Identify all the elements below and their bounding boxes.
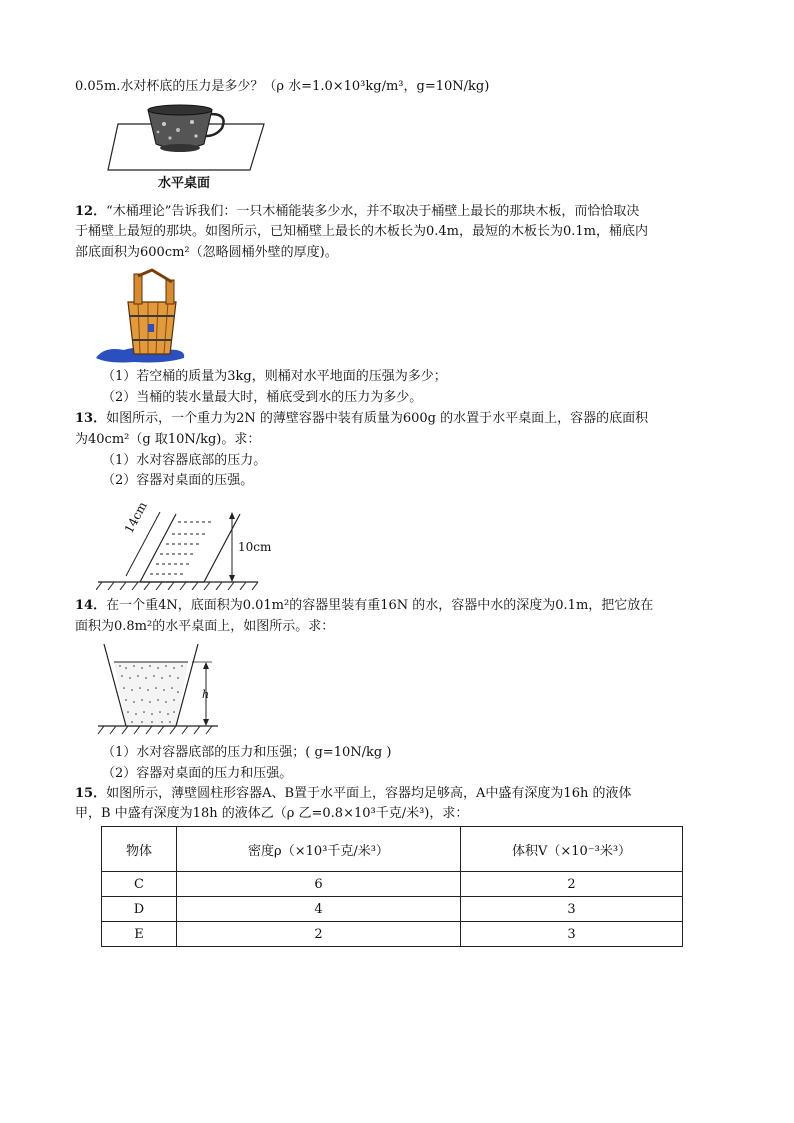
label-h: h xyxy=(202,688,210,701)
q13-sub1: （1）水对容器底部的压力。 xyxy=(102,453,267,468)
q14-sub2: （2）容器对桌面的压力和压强。 xyxy=(102,766,293,781)
q15-text-line-2: 甲，B 中盛有深度为18h 的液体乙（ρ 乙=0.8×10³千克/米³)，求： xyxy=(75,806,469,821)
q15-line1: 如图所示，薄壁圆柱形容器A、B置于水平面上，容器均足够高，A中盛有深度为16h 的液体 xyxy=(106,786,632,801)
wooden-bucket-figure xyxy=(94,266,192,366)
label-height-10cm: 10cm xyxy=(238,540,272,554)
label-slant-14cm: 14cm xyxy=(121,499,150,536)
table-cell: 2 xyxy=(177,922,461,947)
table-cell: 3 xyxy=(461,897,683,922)
table-cell: 6 xyxy=(177,872,461,897)
q14-sub1: （1）水对容器底部的压力和压强；( g=10N/kg ) xyxy=(102,745,392,760)
q13-text-line-2: 为40cm²（g 取10N/kg)。求： xyxy=(75,432,261,447)
q13-number: 13． xyxy=(75,411,107,426)
cup-body-shape xyxy=(148,110,212,149)
cup-rim-shape xyxy=(148,105,212,115)
q15-text-line-1 xyxy=(75,785,631,803)
q15-number: 15． xyxy=(75,786,107,801)
table-cell: 4 xyxy=(177,897,461,922)
q12-text-line-3: 部底面积为600cm²（忽略圆桶外壁的厚度)。 xyxy=(75,245,338,260)
q14-text-line-2: 面积为0.8m²的水平桌面上，如图所示。求： xyxy=(75,619,335,634)
table-row xyxy=(102,897,683,922)
q13-sub2: （2）容器对桌面的压强。 xyxy=(102,473,254,488)
table-cell: E xyxy=(102,922,177,947)
q12-line1: “木桶理论”告诉我们：一只木桶能装多少水，并不取决于桶壁上最长的那块木板，而恰恰取决 xyxy=(106,204,640,219)
q12-text-line-2: 于桶壁上最短的那块。如图所示，已知桶壁上最长的木板长为0.4m，最短的木板长为0.1m，桶底内 xyxy=(75,224,649,239)
table-cell: 2 xyxy=(461,872,683,897)
table-row xyxy=(102,922,683,947)
table-header-cell: 密度ρ（×10³千克/米³） xyxy=(177,827,461,872)
q12-sub2: （2）当桶的装水量最大时，桶底受到水的压力为多少。 xyxy=(102,390,423,405)
table-header-row xyxy=(102,827,683,872)
table-cell: C xyxy=(102,872,177,897)
table-cell: D xyxy=(102,897,177,922)
q12-sub1: （1）若空桶的质量为3kg，则桶对水平地面的压强为多少； xyxy=(102,369,447,384)
cup-base-shape xyxy=(160,144,200,152)
figure-caption-horizontal-table: 水平桌面 xyxy=(158,176,211,191)
q12-text-line-1 xyxy=(75,203,639,221)
q14-line1: 在一个重4N，底面积为0.01m²的容器里装有重16N 的水，容器中水的深度为0.1m，把它放在 xyxy=(106,598,654,613)
density-volume-table xyxy=(101,826,683,947)
q12-number: 12． xyxy=(75,204,107,219)
q14-text-line-1 xyxy=(75,597,653,615)
q11-text-line: 0.05m.水对杯底的压力是多少？（ρ 水=1.0×10³kg/m³，g=10N/kg) xyxy=(75,79,490,94)
q13-line1: 如图所示，一个重力为2N 的薄壁容器中装有质量为600g 的水置于水平桌面上，容器的底面积 xyxy=(106,411,649,426)
table-cell: 3 xyxy=(461,922,683,947)
q14-number: 14． xyxy=(75,598,107,613)
q13-text-line-1 xyxy=(75,410,648,428)
table-header-cell: 物体 xyxy=(102,827,177,872)
table-header-cell: 体积V（×10⁻³米³） xyxy=(461,827,683,872)
table-row xyxy=(102,872,683,897)
